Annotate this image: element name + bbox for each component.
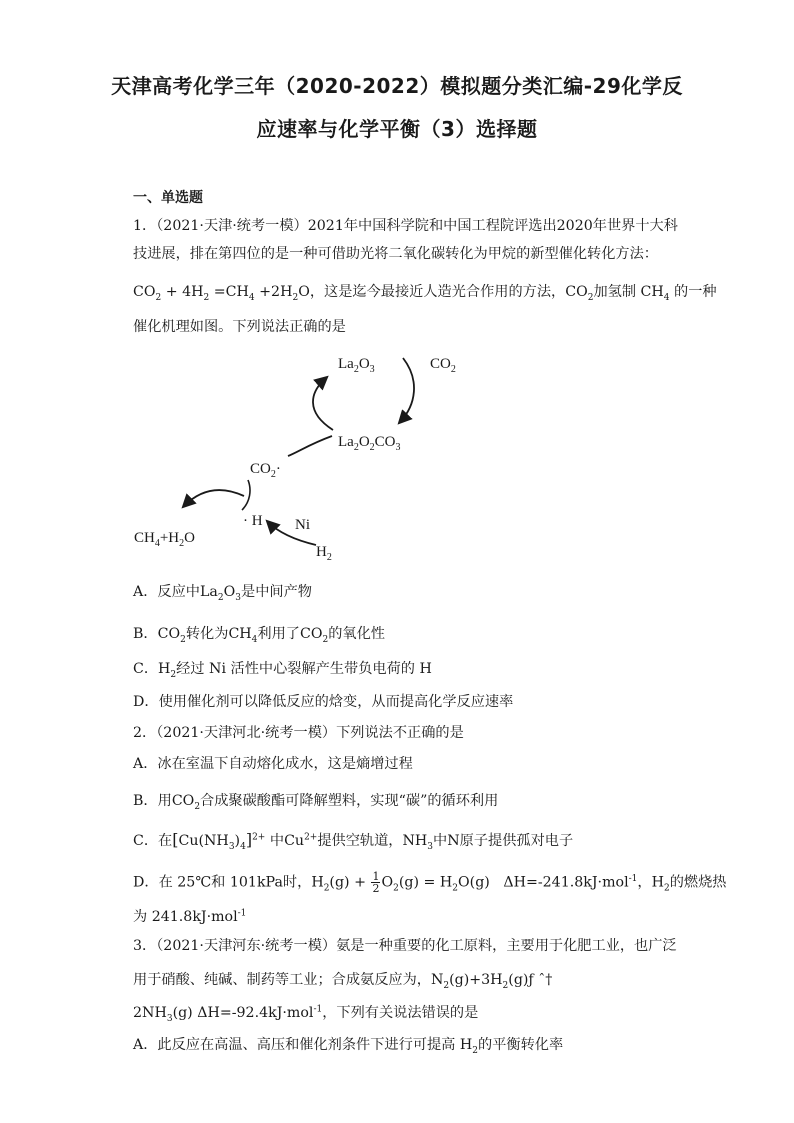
q3-a-text: A．此反应在高温、高压和催化剂条件下进行可提高 H: [133, 1037, 473, 1053]
q1-option-c: C．$H_2$经过 Ni 活性中心裂解产生带负电荷的 H: [133, 661, 432, 680]
q1-stem-line-4: 催化机理如图。下列说法正确的是: [133, 319, 346, 335]
doc-title-line-2: 应速率与化学平衡（3）选择题: [256, 117, 538, 141]
doc-title-line-1: 天津高考化学三年（2020-2022）模拟题分类汇编-29化学反: [111, 74, 683, 98]
q2-option-d-line-2: 为 241.8kJ·mol$^{-1}$: [133, 908, 247, 925]
q2-option-b: B．用$CO_2$合成聚碳酸酯可降解塑料，实现“碳”的循环利用: [133, 793, 499, 812]
label-la2o2co3: $La_2O_2CO_3$: [338, 434, 401, 453]
arrow-segment-to-co2-radical: [288, 436, 332, 456]
q1-stem3-mid: 加氢制: [593, 284, 637, 300]
q1-stem-line-3: $CO_2 + 4H_2 =CH_4 +2H_2O$，这是迄今最接近人造光合作用的方法，$CO_2$加氢制 $CH_4$ 的一种: [133, 284, 717, 303]
arrow-co2-to-la2o2co3: [400, 358, 414, 422]
q3-stem3-text: 2NH: [133, 1005, 167, 1021]
section-heading: 一、单选题: [133, 190, 203, 206]
q3-stem2-end: (g)ƒ ˆ†: [508, 972, 553, 988]
q2-c-mid1: 中: [269, 833, 285, 849]
q2-option-d-line-1: D．在 25℃和 101kPa时，$H_2(g)$ + $\frac{1}{2}$ $O_2(g) = H_2O(g)$ ΔH=-241.8kJ·mol$^{-1}$，$H_2$的燃烧热: [133, 870, 727, 895]
q1-stem3-text: ，这是迄今最接近人造光合作用的方法，: [309, 284, 566, 300]
q2-option-a: A．冰在室温下自动熔化成水，这是熵增过程: [133, 756, 413, 772]
q1-option-b: B．$CO_2$转化为$CH_4$利用了$CO_2$的氧化性: [133, 626, 385, 645]
label-products: $CH_4+H_2O$: [134, 530, 195, 549]
q2-d-end: 的燃烧热: [669, 874, 727, 891]
q2-d-dh: ΔH=-241.8kJ·mol: [503, 874, 629, 891]
catalytic-mechanism-diagram: [120, 340, 480, 565]
q1-stem-line-1: 1．（2021·天津·统考一模）2021年中国科学院和中国工程院评选出2020年世界十大科: [133, 218, 678, 234]
q3-stem2-text: 用于硝酸、纯碱、制药等工业；合成氨反应为，N: [133, 972, 444, 988]
q2-option-c: C．在$[Cu(NH_3)_4]^{2+}$ 中$Cu^{2+}$提供空轨道，$NH_3$中N原子提供孤对电子: [133, 830, 574, 852]
q2-b-post: 合成聚碳酸酯可降解塑料，实现“碳”的循环利用: [200, 793, 499, 809]
q2-c-post: 中N原子提供孤对电子: [433, 833, 574, 849]
arrow-la2o2co3-to-la2o3: [313, 378, 333, 430]
label-h-radical: · H: [243, 513, 263, 529]
q3-stem-line-2: 用于硝酸、纯碱、制药等工业；合成氨反应为，$N_2(g)+3H_2(g)ƒ$ ˆ†: [133, 972, 553, 991]
q2-d2-text: 为 241.8kJ·mol: [133, 909, 238, 925]
label-co2: $CO_2$: [430, 356, 456, 375]
fraction-half: $\frac{1}{2}$: [372, 870, 380, 895]
q1-b-pre: B．: [133, 626, 158, 642]
q2-b-pre: B．用: [133, 793, 172, 809]
q3-stem3-tail: (g) ΔH=-92.4kJ·mol: [172, 1005, 314, 1021]
q3-option-a: A．此反应在高温、高压和催化剂条件下进行可提高 $H_2$的平衡转化率: [133, 1037, 564, 1056]
q1-a-post: 是中间产物: [241, 584, 312, 600]
q1-stem3-end: 的一种: [674, 284, 717, 300]
q1-option-d: D．使用催化剂可以降低反应的焓变，从而提高化学反应速率: [133, 694, 514, 710]
q3-stem3-end: ，下列有关说法错误的是: [322, 1005, 479, 1021]
q2-c-pre: C．在: [133, 833, 173, 849]
q2-d-post: ，H: [637, 874, 664, 891]
q1-b-post: 的氧化性: [328, 626, 385, 642]
q1-option-a: A．反应中$La_2O_3$是中间产物: [133, 584, 312, 603]
q2-d-pre: D．在 25℃和 101kPa时，: [133, 874, 312, 891]
label-co2-radical: $CO_2\cdot$: [250, 461, 281, 480]
q1-equation: $CO_2 + 4H_2 =CH_4 +2H_2O$: [133, 284, 310, 303]
q1-c-mid: 经过 Ni 活性中心裂解产生带负电荷的 H: [176, 661, 432, 677]
q3-stem2-tail: (g)+3H: [449, 972, 503, 988]
q2-stem: 2．（2021·天津河北·统考一模）下列说法不正确的是: [133, 725, 464, 741]
q3-a-end: 的平衡转化率: [478, 1037, 564, 1053]
q3-stem-line-1: 3．（2021·天津河东·统考一模）氨是一种重要的化工原料，主要用于化肥工业，也广泛: [133, 938, 677, 954]
label-la2o3: $La_2O_3$: [338, 356, 375, 375]
label-ni: Ni: [295, 517, 310, 533]
q1-b-mid2: 利用了: [257, 626, 300, 642]
q3-stem-line-3: $2NH_3(g)$ ΔH=-92.4kJ·mol$^{-1}$，下列有关说法错误的是: [133, 1004, 479, 1024]
q1-b-mid1: 转化为: [185, 626, 229, 642]
q1-stem-line-2: 技进展，排在第四位的是一种可借助光将二氧化碳转化为甲烷的新型催化转化方法：: [133, 246, 658, 262]
q2-c-mid2: 提供空轨道，: [317, 833, 403, 849]
arrow-to-products: [184, 490, 244, 506]
q1-c-pre: C．: [133, 661, 159, 677]
label-h2: $H_2$: [316, 544, 332, 563]
q1-a-pre: A．反应中: [133, 584, 200, 600]
